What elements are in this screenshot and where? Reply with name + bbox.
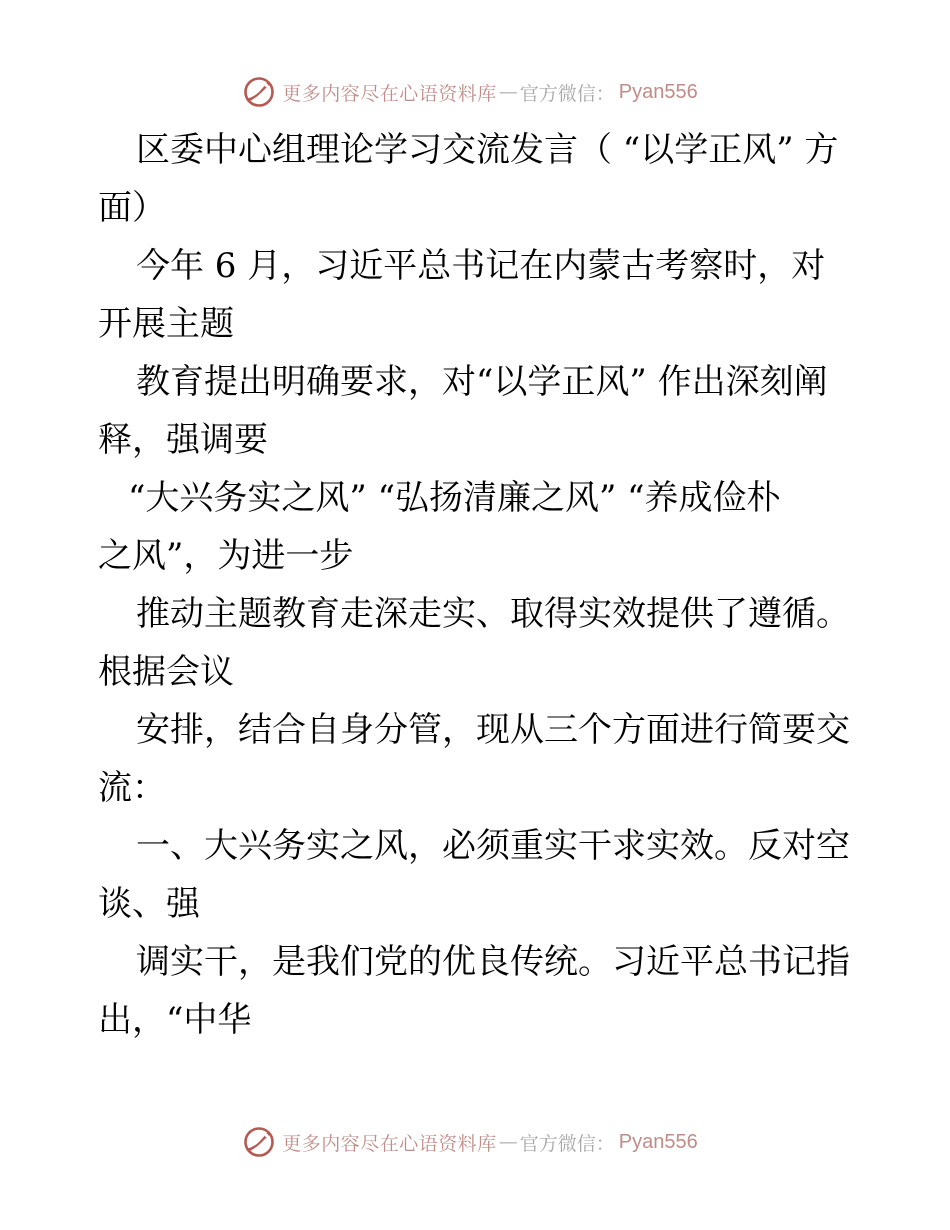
- text-line: 一、大兴务实之风，必须重实干求实效。反对空: [136, 826, 850, 866]
- text-line: 面）: [98, 188, 166, 228]
- text-line: 根据会议: [98, 652, 234, 692]
- text-line: 流：: [98, 768, 166, 808]
- banner-text: 更多内容尽在心语资料库: [282, 1132, 497, 1155]
- banner-wechat-label: 官方微信：: [519, 82, 615, 105]
- text-line: 区委中心组理论学习交流发言（ “以学正风” 方: [136, 130, 839, 170]
- text-line: 谈、强: [98, 884, 200, 924]
- text-line: 之风”，为进一步: [98, 536, 354, 576]
- text-line: “大兴务实之风” “弘扬清廉之风” “养成俭朴: [128, 478, 781, 518]
- banner-wechat-label: 官方微信：: [519, 1132, 615, 1155]
- banner-separator: —: [498, 81, 518, 103]
- text-line: 出，“中华: [98, 1000, 252, 1040]
- text-line: 今年 6 月，习近平总书记在内蒙古考察时，对: [136, 246, 826, 286]
- text-line: 教育提出明确要求，对“以学正风” 作出深刻阐: [136, 362, 828, 402]
- text-line: 推动主题教育走深走实、取得实效提供了遵循。: [136, 594, 850, 634]
- text-line: 释，强调要: [98, 420, 268, 460]
- banner-wechat-id: Pyan556: [618, 80, 698, 103]
- banner-wechat-id: Pyan556: [618, 1130, 698, 1153]
- pen-circle-logo-icon: [242, 1125, 276, 1159]
- banner-separator: —: [498, 1131, 518, 1153]
- pen-circle-logo-icon: [242, 75, 276, 109]
- banner-text: 更多内容尽在心语资料库: [282, 82, 497, 105]
- text-line: 开展主题: [98, 304, 234, 344]
- text-line: 调实干，是我们党的优良传统。习近平总书记指: [136, 942, 850, 982]
- text-line: 安排，结合自身分管，现从三个方面进行简要交: [136, 710, 850, 750]
- header-banner: [0, 72, 950, 112]
- document-body: [98, 121, 858, 1049]
- footer-banner: [0, 1122, 950, 1162]
